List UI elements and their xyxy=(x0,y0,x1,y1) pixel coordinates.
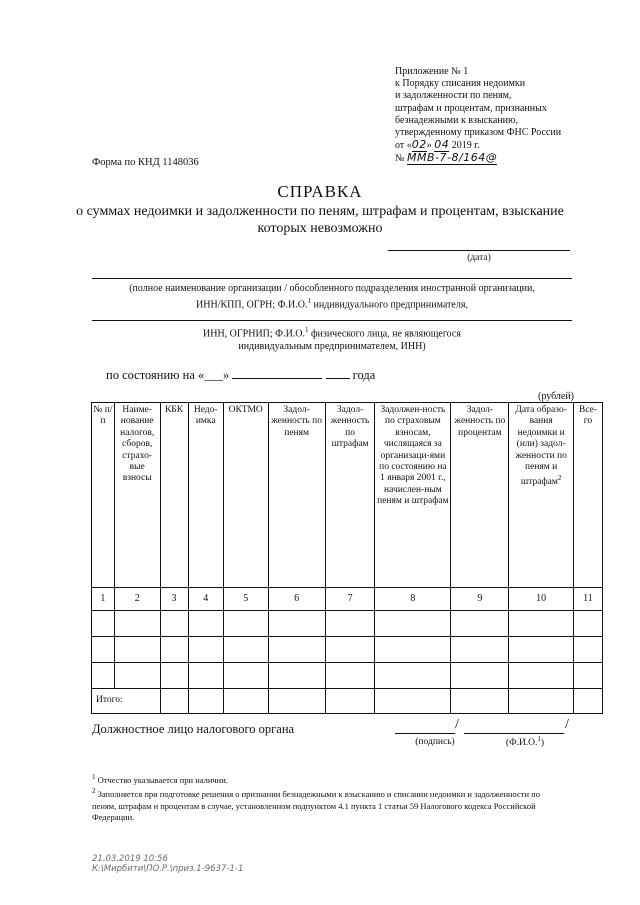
state-year-blank[interactable] xyxy=(326,378,350,379)
appendix-block xyxy=(395,66,610,166)
table-row[interactable] xyxy=(92,637,603,663)
table-cell[interactable] xyxy=(188,663,223,689)
table-cell[interactable] xyxy=(573,663,602,689)
organization-caption: (полное наименование организации / обособленного подразделения иностранной организации, ИНН/КПП, ОГРН; Ф.И.О.$^1$ индивидуального предпринимателя, xyxy=(129,283,535,311)
footnotes xyxy=(92,772,562,824)
table-cell[interactable] xyxy=(223,689,268,714)
table-cell[interactable] xyxy=(160,689,188,714)
table-cell[interactable] xyxy=(573,689,602,714)
order-number: № ММВ-7-8/164@ xyxy=(395,151,498,165)
table-cell[interactable] xyxy=(114,663,160,689)
order-date: от «02» 04 2019 г. xyxy=(395,138,480,152)
table-cell[interactable] xyxy=(325,689,375,714)
column-number: 8 xyxy=(375,588,451,611)
table-cell[interactable] xyxy=(451,637,509,663)
header-cell: Все-го xyxy=(573,403,602,588)
state-as-of: по состоянию на «___» года xyxy=(106,368,376,382)
order-day: 02 xyxy=(411,138,427,152)
column-number: 5 xyxy=(223,588,268,611)
total-row xyxy=(92,689,603,714)
table-cell[interactable] xyxy=(268,689,325,714)
document-subtitle: о суммах недоимки и задолженности по пеням, штрафам и процентам, взыскание которых невозможно xyxy=(76,204,564,236)
table-header-row xyxy=(92,403,603,588)
appendix-line: Приложение № 1 xyxy=(395,66,469,77)
header-cell: КБК xyxy=(160,403,188,588)
table-cell[interactable] xyxy=(509,689,573,714)
table-cell[interactable] xyxy=(451,689,509,714)
table-cell[interactable] xyxy=(573,637,602,663)
table-cell[interactable] xyxy=(573,611,602,637)
total-label: Итого: xyxy=(92,689,161,714)
table-cell[interactable] xyxy=(160,637,188,663)
person-caption: ИНН, ОГРНИП; Ф.И.О.$^1$ физического лица, не являющегося индивидуальным предпринимателем, ИНН) xyxy=(203,326,461,353)
fio-slash: / xyxy=(565,717,569,732)
official-label: Должностное лицо налогового органа xyxy=(92,722,295,736)
header-cell: Задол-женность по пеням xyxy=(268,403,325,588)
footnote-1: $^1$ Отчество указывается при наличии. xyxy=(92,773,228,785)
signature-slash: / xyxy=(455,717,459,732)
column-number: 7 xyxy=(325,588,375,611)
table-cell[interactable] xyxy=(451,611,509,637)
table-cell[interactable] xyxy=(325,637,375,663)
column-number: 10 xyxy=(509,588,573,611)
appendix-line: утвержденному приказом ФНС России xyxy=(395,127,562,139)
column-number: 6 xyxy=(268,588,325,611)
appendix-line: безнадежными к взысканию, xyxy=(395,114,518,126)
table-cell[interactable] xyxy=(375,637,451,663)
table-cell[interactable] xyxy=(92,611,115,637)
form-code: Форма по КНД 1148036 xyxy=(92,157,199,168)
header-cell-date: Дата образо-вания недоимки и (или) задол-женности по пеням и штрафам$^2$ xyxy=(509,403,573,588)
table-cell[interactable] xyxy=(268,663,325,689)
header-cell: Задолжен-ность по страховым взносам, числящаяся за организаци-ями по состоянию на 1 января 2001 г., начислен-ным пеням и штрафам xyxy=(375,403,451,588)
header-cell: № п/п xyxy=(92,403,115,588)
footer-stamp: 21.03.2019 10:56 К:\Мирбити\ПО.Р.\приз.1-9637-1-1 xyxy=(92,854,244,874)
table-cell[interactable] xyxy=(223,663,268,689)
table-cell[interactable] xyxy=(375,689,451,714)
table-cell[interactable] xyxy=(160,611,188,637)
table-cell[interactable] xyxy=(223,611,268,637)
debt-table xyxy=(91,402,603,714)
fio-line[interactable] xyxy=(464,733,564,734)
date-line[interactable] xyxy=(388,250,570,251)
order-month: 04 xyxy=(434,138,450,152)
header-cell: Недо-имка xyxy=(188,403,223,588)
person-line[interactable] xyxy=(92,320,572,321)
column-number-row xyxy=(92,588,603,611)
state-day-blank[interactable]: ___ xyxy=(204,368,223,382)
table-cell[interactable] xyxy=(92,663,115,689)
order-number-value: ММВ-7-8/164@ xyxy=(407,151,498,165)
state-month-blank[interactable] xyxy=(232,378,322,379)
appendix-line: к Порядку списания недоимки xyxy=(395,78,526,90)
table-cell[interactable] xyxy=(509,637,573,663)
table-cell[interactable] xyxy=(188,611,223,637)
table-cell[interactable] xyxy=(114,611,160,637)
signature-line[interactable] xyxy=(395,733,455,734)
table-cell[interactable] xyxy=(268,637,325,663)
signature-caption: (подпись) xyxy=(415,737,455,747)
table-cell[interactable] xyxy=(188,637,223,663)
date-caption: (дата) xyxy=(467,253,491,263)
table-cell[interactable] xyxy=(114,637,160,663)
column-number: 1 xyxy=(92,588,115,611)
table-row[interactable] xyxy=(92,663,603,689)
table-cell[interactable] xyxy=(92,637,115,663)
organization-line[interactable] xyxy=(92,278,572,279)
table-cell[interactable] xyxy=(375,663,451,689)
header-cell: ОКТМО xyxy=(223,403,268,588)
units-label: (рублей) xyxy=(538,391,575,402)
table-cell[interactable] xyxy=(188,689,223,714)
table-cell[interactable] xyxy=(325,611,375,637)
table-cell[interactable] xyxy=(223,637,268,663)
header-cell: Задол-женность по процентам xyxy=(451,403,509,588)
header-cell: Задол-женность по штрафам xyxy=(325,403,375,588)
document-title: СПРАВКА xyxy=(277,182,363,201)
column-number: 3 xyxy=(160,588,188,611)
table-cell[interactable] xyxy=(268,611,325,637)
table-cell[interactable] xyxy=(325,663,375,689)
column-number: 9 xyxy=(451,588,509,611)
appendix-line: штрафам и процентам, признанных xyxy=(395,102,547,114)
table-cell[interactable] xyxy=(509,663,573,689)
column-number: 4 xyxy=(188,588,223,611)
footnote-2: $^2$ Заполняется при подготовке решения о признании безнадежными к взысканию и списании недоимки и задолженности по пеням, штрафам и процентам в случае, установленном подпунктом 4.1 пункта 1 статьи 59 Налогового кодекса Российской Федерации. xyxy=(92,787,540,823)
table-cell[interactable] xyxy=(509,611,573,637)
appendix-line: и задолженности по пеням, xyxy=(395,90,512,102)
column-number: 2 xyxy=(114,588,160,611)
fio-caption: (Ф.И.О.$^1$) xyxy=(505,735,545,749)
table-cell[interactable] xyxy=(451,663,509,689)
table-row[interactable] xyxy=(92,611,603,637)
column-number: 11 xyxy=(573,588,602,611)
table-cell[interactable] xyxy=(160,663,188,689)
table-cell[interactable] xyxy=(375,611,451,637)
header-cell: Наиме-нование налогов, сборов, страхо-вые взносы xyxy=(114,403,160,588)
